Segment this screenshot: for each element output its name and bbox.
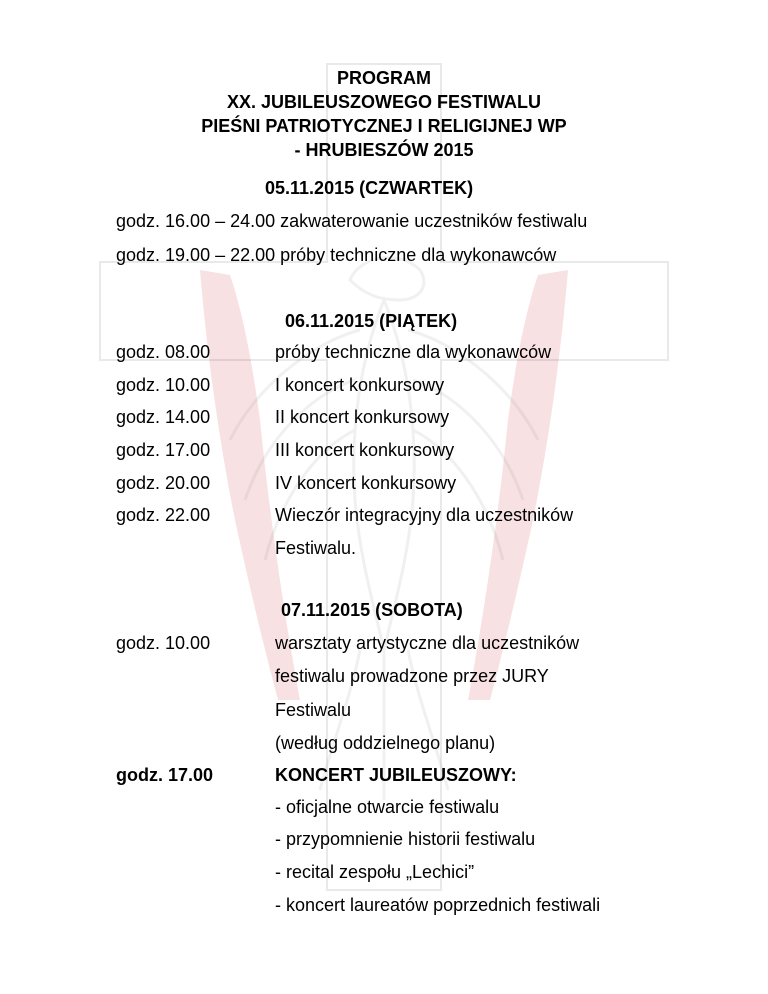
day3-item-2-line-2: - przypomnienie historii festiwalu bbox=[275, 829, 536, 849]
day1-heading: 05.11.2015 (CZWARTEK) bbox=[265, 178, 474, 198]
day3-item-2-line-1: - oficjalne otwarcie festiwalu bbox=[275, 797, 500, 817]
day2-item-1-time: godz. 08.00 bbox=[116, 342, 211, 362]
title-location-line: - HRUBIESZÓW 2015 bbox=[294, 140, 474, 160]
day3-item-2-time: godz. 17.00 bbox=[116, 765, 214, 785]
day2-item-4-time: godz. 17.00 bbox=[116, 440, 211, 460]
day2-item-3-desc: II koncert konkursowy bbox=[275, 407, 450, 427]
day2-item-6-desc-cont: Festiwalu. bbox=[275, 538, 357, 558]
day2-item-3-time: godz. 14.00 bbox=[116, 407, 211, 427]
day1-line-2: godz. 19.00 – 22.00 próby techniczne dla wykonawców bbox=[116, 245, 557, 265]
day2-item-6-desc: Wieczór integracyjny dla uczestników bbox=[275, 505, 574, 525]
day1-line-1: godz. 16.00 – 24.00 zakwaterowanie uczestników festiwalu bbox=[116, 211, 588, 231]
day3-item-2-line-4: - koncert laureatów poprzednich festiwali bbox=[275, 895, 601, 915]
day2-item-2-desc: I koncert konkursowy bbox=[275, 375, 445, 395]
day2-item-4-desc: III koncert konkursowy bbox=[275, 440, 455, 460]
day3-item-2-heading: KONCERT JUBILEUSZOWY: bbox=[275, 765, 517, 785]
title-program: PROGRAM bbox=[337, 68, 431, 88]
day3-heading: 07.11.2015 (SOBOTA) bbox=[281, 600, 463, 620]
day2-heading: 06.11.2015 (PIĄTEK) bbox=[285, 311, 458, 331]
day3-item-1-time: godz. 10.00 bbox=[116, 633, 211, 653]
day3-item-1-line-1: warsztaty artystyczne dla uczestników bbox=[275, 633, 580, 653]
day3-item-1-line-3: Festiwalu bbox=[275, 700, 352, 720]
title-subtitle-line: PIEŚNI PATRIOTYCZNEJ I RELIGIJNEJ WP bbox=[201, 116, 567, 136]
day2-item-5-desc: IV koncert konkursowy bbox=[275, 473, 457, 493]
title-festival-line: XX. JUBILEUSZOWEGO FESTIWALU bbox=[226, 92, 541, 112]
day3-item-1-line-4: (według oddzielnego planu) bbox=[275, 733, 496, 753]
day2-item-6-time: godz. 22.00 bbox=[116, 505, 211, 525]
day2-item-1-desc: próby techniczne dla wykonawców bbox=[275, 342, 552, 362]
day3-item-1-line-2: festiwalu prowadzone przez JURY bbox=[275, 666, 549, 686]
day3-item-2-line-3: - recital zespołu „Lechici” bbox=[275, 862, 475, 882]
day2-item-5-time: godz. 20.00 bbox=[116, 473, 211, 493]
day2-item-2-time: godz. 10.00 bbox=[116, 375, 211, 395]
